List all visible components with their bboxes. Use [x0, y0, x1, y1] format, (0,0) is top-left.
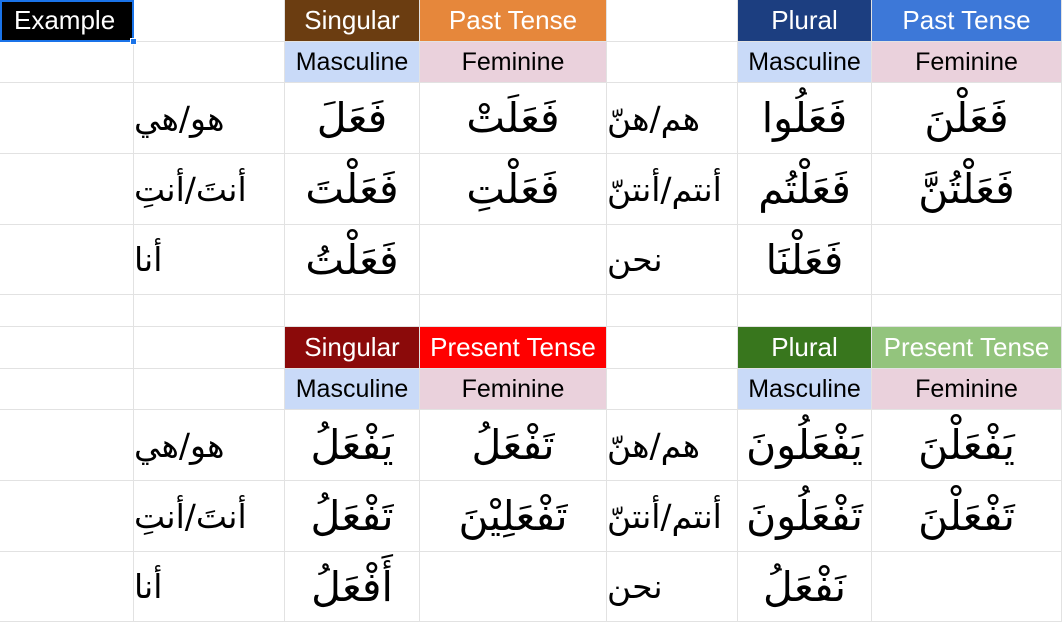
- present-singular-tense[interactable]: Present Tense: [420, 327, 607, 369]
- past-pronoun-plural[interactable]: نحن: [607, 225, 738, 295]
- present-verb-plural-feminine[interactable]: تَفْعَلْنَ: [872, 481, 1062, 552]
- spacer-empty-cell[interactable]: [420, 295, 607, 327]
- past-verb-singular-masculine[interactable]: فَعَلْتُ: [285, 225, 420, 295]
- past-empty-cell[interactable]: [0, 42, 134, 83]
- present-singular-label[interactable]: Singular: [285, 327, 420, 369]
- present-feminine-singular[interactable]: Feminine: [420, 369, 607, 410]
- past-empty-cell[interactable]: [607, 42, 738, 83]
- present-verb-singular-masculine[interactable]: تَفْعَلُ: [285, 481, 420, 552]
- present-pronoun-plural[interactable]: أنتم/أنتنّ: [607, 481, 738, 552]
- past-pronoun-singular[interactable]: أنتَ/أنتِ: [134, 154, 285, 225]
- present-verb-plural-feminine[interactable]: يَفْعَلْنَ: [872, 410, 1062, 481]
- spacer-empty-cell[interactable]: [285, 295, 420, 327]
- present-feminine-plural[interactable]: Feminine: [872, 369, 1062, 410]
- past-verb-plural-feminine[interactable]: [872, 225, 1062, 295]
- present-pronoun-plural[interactable]: نحن: [607, 552, 738, 622]
- present-masculine-plural[interactable]: Masculine: [738, 369, 872, 410]
- past-verb-singular-masculine[interactable]: فَعَلْتَ: [285, 154, 420, 225]
- present-empty-cell[interactable]: [0, 410, 134, 481]
- past-singular-tense[interactable]: Past Tense: [420, 0, 607, 42]
- past-masculine-plural[interactable]: Masculine: [738, 42, 872, 83]
- past-empty-cell[interactable]: [0, 83, 134, 154]
- present-empty-cell[interactable]: [0, 369, 134, 410]
- present-masculine-singular[interactable]: Masculine: [285, 369, 420, 410]
- past-verb-singular-feminine[interactable]: [420, 225, 607, 295]
- present-empty-cell[interactable]: [134, 369, 285, 410]
- spacer-empty-cell[interactable]: [607, 295, 738, 327]
- spacer-empty-cell[interactable]: [872, 295, 1062, 327]
- past-verb-plural-masculine[interactable]: فَعَلْنَا: [738, 225, 872, 295]
- past-singular-label[interactable]: Singular: [285, 0, 420, 42]
- past-pronoun-singular[interactable]: هو/هي: [134, 83, 285, 154]
- present-verb-singular-feminine[interactable]: تَفْعَلُ: [420, 410, 607, 481]
- present-verb-plural-masculine[interactable]: يَفْعَلُونَ: [738, 410, 872, 481]
- past-pronoun-singular[interactable]: أنا: [134, 225, 285, 295]
- present-pronoun-singular[interactable]: أنتَ/أنتِ: [134, 481, 285, 552]
- past-verb-singular-masculine[interactable]: فَعَلَ: [285, 83, 420, 154]
- past-empty-cell[interactable]: [0, 225, 134, 295]
- present-verb-singular-feminine[interactable]: [420, 552, 607, 622]
- present-empty-cell[interactable]: [0, 327, 134, 369]
- present-empty-cell[interactable]: [0, 552, 134, 622]
- spacer-empty-cell[interactable]: [0, 295, 134, 327]
- present-verb-plural-feminine[interactable]: [872, 552, 1062, 622]
- example-label-cell[interactable]: Example: [0, 0, 134, 42]
- present-empty-cell[interactable]: [607, 369, 738, 410]
- past-verb-plural-masculine[interactable]: فَعَلْتُم: [738, 154, 872, 225]
- past-verb-plural-masculine[interactable]: فَعَلُوا: [738, 83, 872, 154]
- past-plural-label[interactable]: Plural: [738, 0, 872, 42]
- past-empty-cell[interactable]: [134, 0, 285, 42]
- present-plural-tense[interactable]: Present Tense: [872, 327, 1062, 369]
- spacer-empty-cell[interactable]: [134, 295, 285, 327]
- past-masculine-singular[interactable]: Masculine: [285, 42, 420, 83]
- present-verb-singular-masculine[interactable]: أَفْعَلُ: [285, 552, 420, 622]
- present-verb-singular-masculine[interactable]: يَفْعَلُ: [285, 410, 420, 481]
- present-pronoun-singular[interactable]: أنا: [134, 552, 285, 622]
- present-pronoun-singular[interactable]: هو/هي: [134, 410, 285, 481]
- present-empty-cell[interactable]: [0, 481, 134, 552]
- past-empty-cell[interactable]: [0, 154, 134, 225]
- present-verb-plural-masculine[interactable]: نَفْعَلُ: [738, 552, 872, 622]
- present-verb-plural-masculine[interactable]: تَفْعَلُونَ: [738, 481, 872, 552]
- present-empty-cell[interactable]: [134, 327, 285, 369]
- selection-fill-handle[interactable]: [130, 38, 137, 45]
- past-pronoun-plural[interactable]: هم/هنّ: [607, 83, 738, 154]
- past-verb-plural-feminine[interactable]: فَعَلْتُنَّ: [872, 154, 1062, 225]
- past-pronoun-plural[interactable]: أنتم/أنتنّ: [607, 154, 738, 225]
- past-feminine-plural[interactable]: Feminine: [872, 42, 1062, 83]
- present-plural-label[interactable]: Plural: [738, 327, 872, 369]
- past-plural-tense[interactable]: Past Tense: [872, 0, 1062, 42]
- past-feminine-singular[interactable]: Feminine: [420, 42, 607, 83]
- past-verb-singular-feminine[interactable]: فَعَلَتْ: [420, 83, 607, 154]
- past-empty-cell[interactable]: [134, 42, 285, 83]
- present-pronoun-plural[interactable]: هم/هنّ: [607, 410, 738, 481]
- past-verb-plural-feminine[interactable]: فَعَلْنَ: [872, 83, 1062, 154]
- present-empty-cell[interactable]: [607, 327, 738, 369]
- spacer-empty-cell[interactable]: [738, 295, 872, 327]
- past-empty-cell[interactable]: [607, 0, 738, 42]
- past-verb-singular-feminine[interactable]: فَعَلْتِ: [420, 154, 607, 225]
- present-verb-singular-feminine[interactable]: تَفْعَلِيْنَ: [420, 481, 607, 552]
